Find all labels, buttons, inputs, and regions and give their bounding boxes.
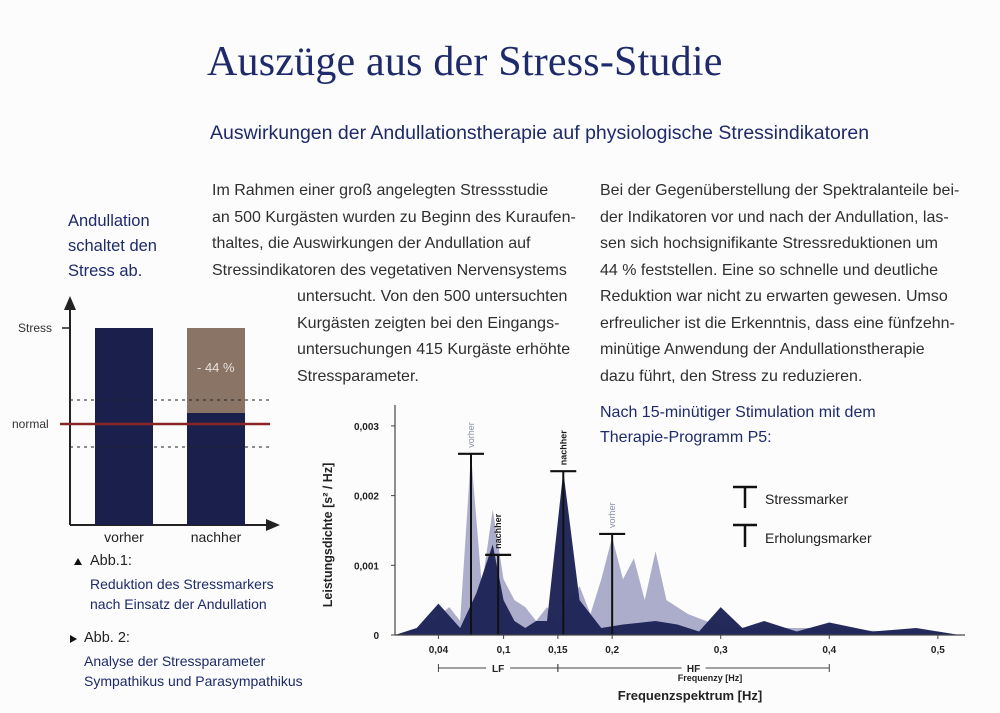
- text-line: minütige Anwendung der Andullationstherapie: [600, 341, 925, 358]
- x-tick-label: 0,1: [496, 645, 511, 656]
- text-line: dazu führt, den Stress zu reduzieren.: [600, 367, 863, 385]
- spectrum-x-axis-label-small: Frequenzy [Hz]: [677, 673, 743, 683]
- y-tick-label: 0,002: [353, 491, 379, 503]
- spectrum-areas: [395, 454, 960, 635]
- x-tick-label: 0,5: [930, 645, 945, 656]
- text-line: Stressindikatoren des vegetativen Nervensystems: [212, 261, 567, 279]
- text-line: Bei der Gegenüberstellung der Spektralanteile bei-: [600, 182, 960, 199]
- fig2-caption: [84, 651, 303, 691]
- x-label-vorher: vorher: [104, 529, 144, 545]
- spectrum-x-axis-label: Frequenzspektrum [Hz]: [617, 688, 763, 703]
- text-line: untersucht. Von den 500 untersuchten: [297, 288, 568, 305]
- stress-bar-chart: [0, 290, 290, 555]
- text-line: Reduktion war nicht zu erwarten gewesen. Umso: [600, 288, 948, 305]
- x-tick-label: 0,15: [548, 645, 568, 656]
- bar-nachher: [187, 413, 245, 525]
- band-LF: [438, 664, 557, 675]
- y-tick-label: 0,001: [353, 561, 379, 573]
- marker-label: nachher: [558, 430, 569, 466]
- y-axis-arrow-icon: [64, 296, 76, 310]
- y-label-normal: normal: [12, 417, 49, 431]
- fig1-caption: [90, 574, 274, 614]
- text-line: 44 % feststellen. Eine so schnelle und deutliche: [600, 261, 938, 279]
- text-line: Sympathikus und Parasympathikus: [84, 673, 303, 689]
- text-line: an 500 Kurgästen wurden zu Beginn des Kuraufen-: [212, 208, 576, 226]
- band-label: LF: [492, 664, 505, 675]
- marker-label: vorher: [607, 502, 618, 528]
- text-line: Therapie-Programm P5:: [600, 429, 772, 446]
- marker-label: vorher: [466, 422, 476, 448]
- text-line: Analyse der Stressparameter: [84, 653, 266, 669]
- x-label-nachher: nachher: [190, 529, 242, 545]
- triangle-right-icon: [68, 634, 78, 644]
- text-line: sen sich hochsignifikante Stressreduktionen um: [600, 235, 938, 252]
- spectrum-y-ticks: [354, 422, 395, 642]
- text-line: untersuchungen 415 Kurgäste erhöhte: [297, 341, 571, 358]
- bar-vorher: [95, 328, 153, 525]
- page-title: Auszüge aus der Stress-Studie: [207, 39, 723, 85]
- reduction-label: - 44 %: [197, 360, 235, 375]
- text-line: Kurgästen zeigten bei den Eingangs-: [297, 314, 560, 332]
- text-line: thaltes, die Auswirkungen der Andullation auf: [212, 235, 531, 252]
- y-label-stress: Stress: [18, 321, 53, 335]
- x-axis-arrow-icon: [266, 519, 280, 531]
- x-tick-label: 0,04: [428, 645, 449, 656]
- text-line: schaltet den: [68, 237, 157, 255]
- text-line: der Indikatoren vor und nach der Andullation, las-: [600, 208, 949, 226]
- page-subtitle: Auswirkungen der Andullationstherapie auf physiologische Stressindikatoren: [210, 122, 870, 144]
- x-tick-label: 0,4: [822, 645, 837, 656]
- results-paragraph: [600, 178, 966, 390]
- triangle-up-icon: [73, 557, 83, 567]
- text-line: Stressparameter.: [297, 367, 419, 385]
- text-line: nach Einsatz der Andullation: [90, 596, 267, 612]
- intro-paragraph-top: [212, 178, 578, 284]
- legend-erholungsmarker: [733, 525, 872, 547]
- frequency-spectrum-chart: [310, 395, 990, 710]
- fig1-label: Abb.1:: [90, 553, 132, 569]
- fig2-label: Abb. 2:: [84, 630, 130, 646]
- x-tick-label: 0,2: [605, 645, 620, 656]
- x-tick-label: 0,3: [713, 645, 728, 656]
- text-line: Reduktion des Stressmarkers: [90, 576, 274, 592]
- band-label: HF: [686, 664, 701, 675]
- legend-erholungsmarker-label: Erholungsmarker: [765, 530, 872, 546]
- side-heading: [68, 209, 198, 284]
- text-line: erfreulicher ist die Erkenntnis, dass eine fünfzehn-: [600, 314, 955, 332]
- y-tick-label: 0: [373, 631, 379, 642]
- text-line: Im Rahmen einer groß angelegten Stressstudie: [212, 182, 549, 199]
- legend-stressmarker: [733, 487, 849, 508]
- intro-paragraph-bottom: [297, 284, 578, 390]
- legend-stressmarker-label: Stressmarker: [765, 491, 849, 507]
- text-line: Nach 15-minütiger Stimulation mit dem: [600, 404, 876, 421]
- marker-label: nachher: [493, 513, 504, 549]
- spectrum-y-axis-label: Leistungsdichte [s² / Hz]: [321, 462, 335, 608]
- spectrum-x-ticks: [429, 635, 946, 656]
- frequency-bands: [438, 664, 829, 675]
- text-line: Andullation: [68, 212, 150, 230]
- text-line: Stress ab.: [68, 262, 143, 280]
- y-tick-label: 0,003: [353, 421, 379, 433]
